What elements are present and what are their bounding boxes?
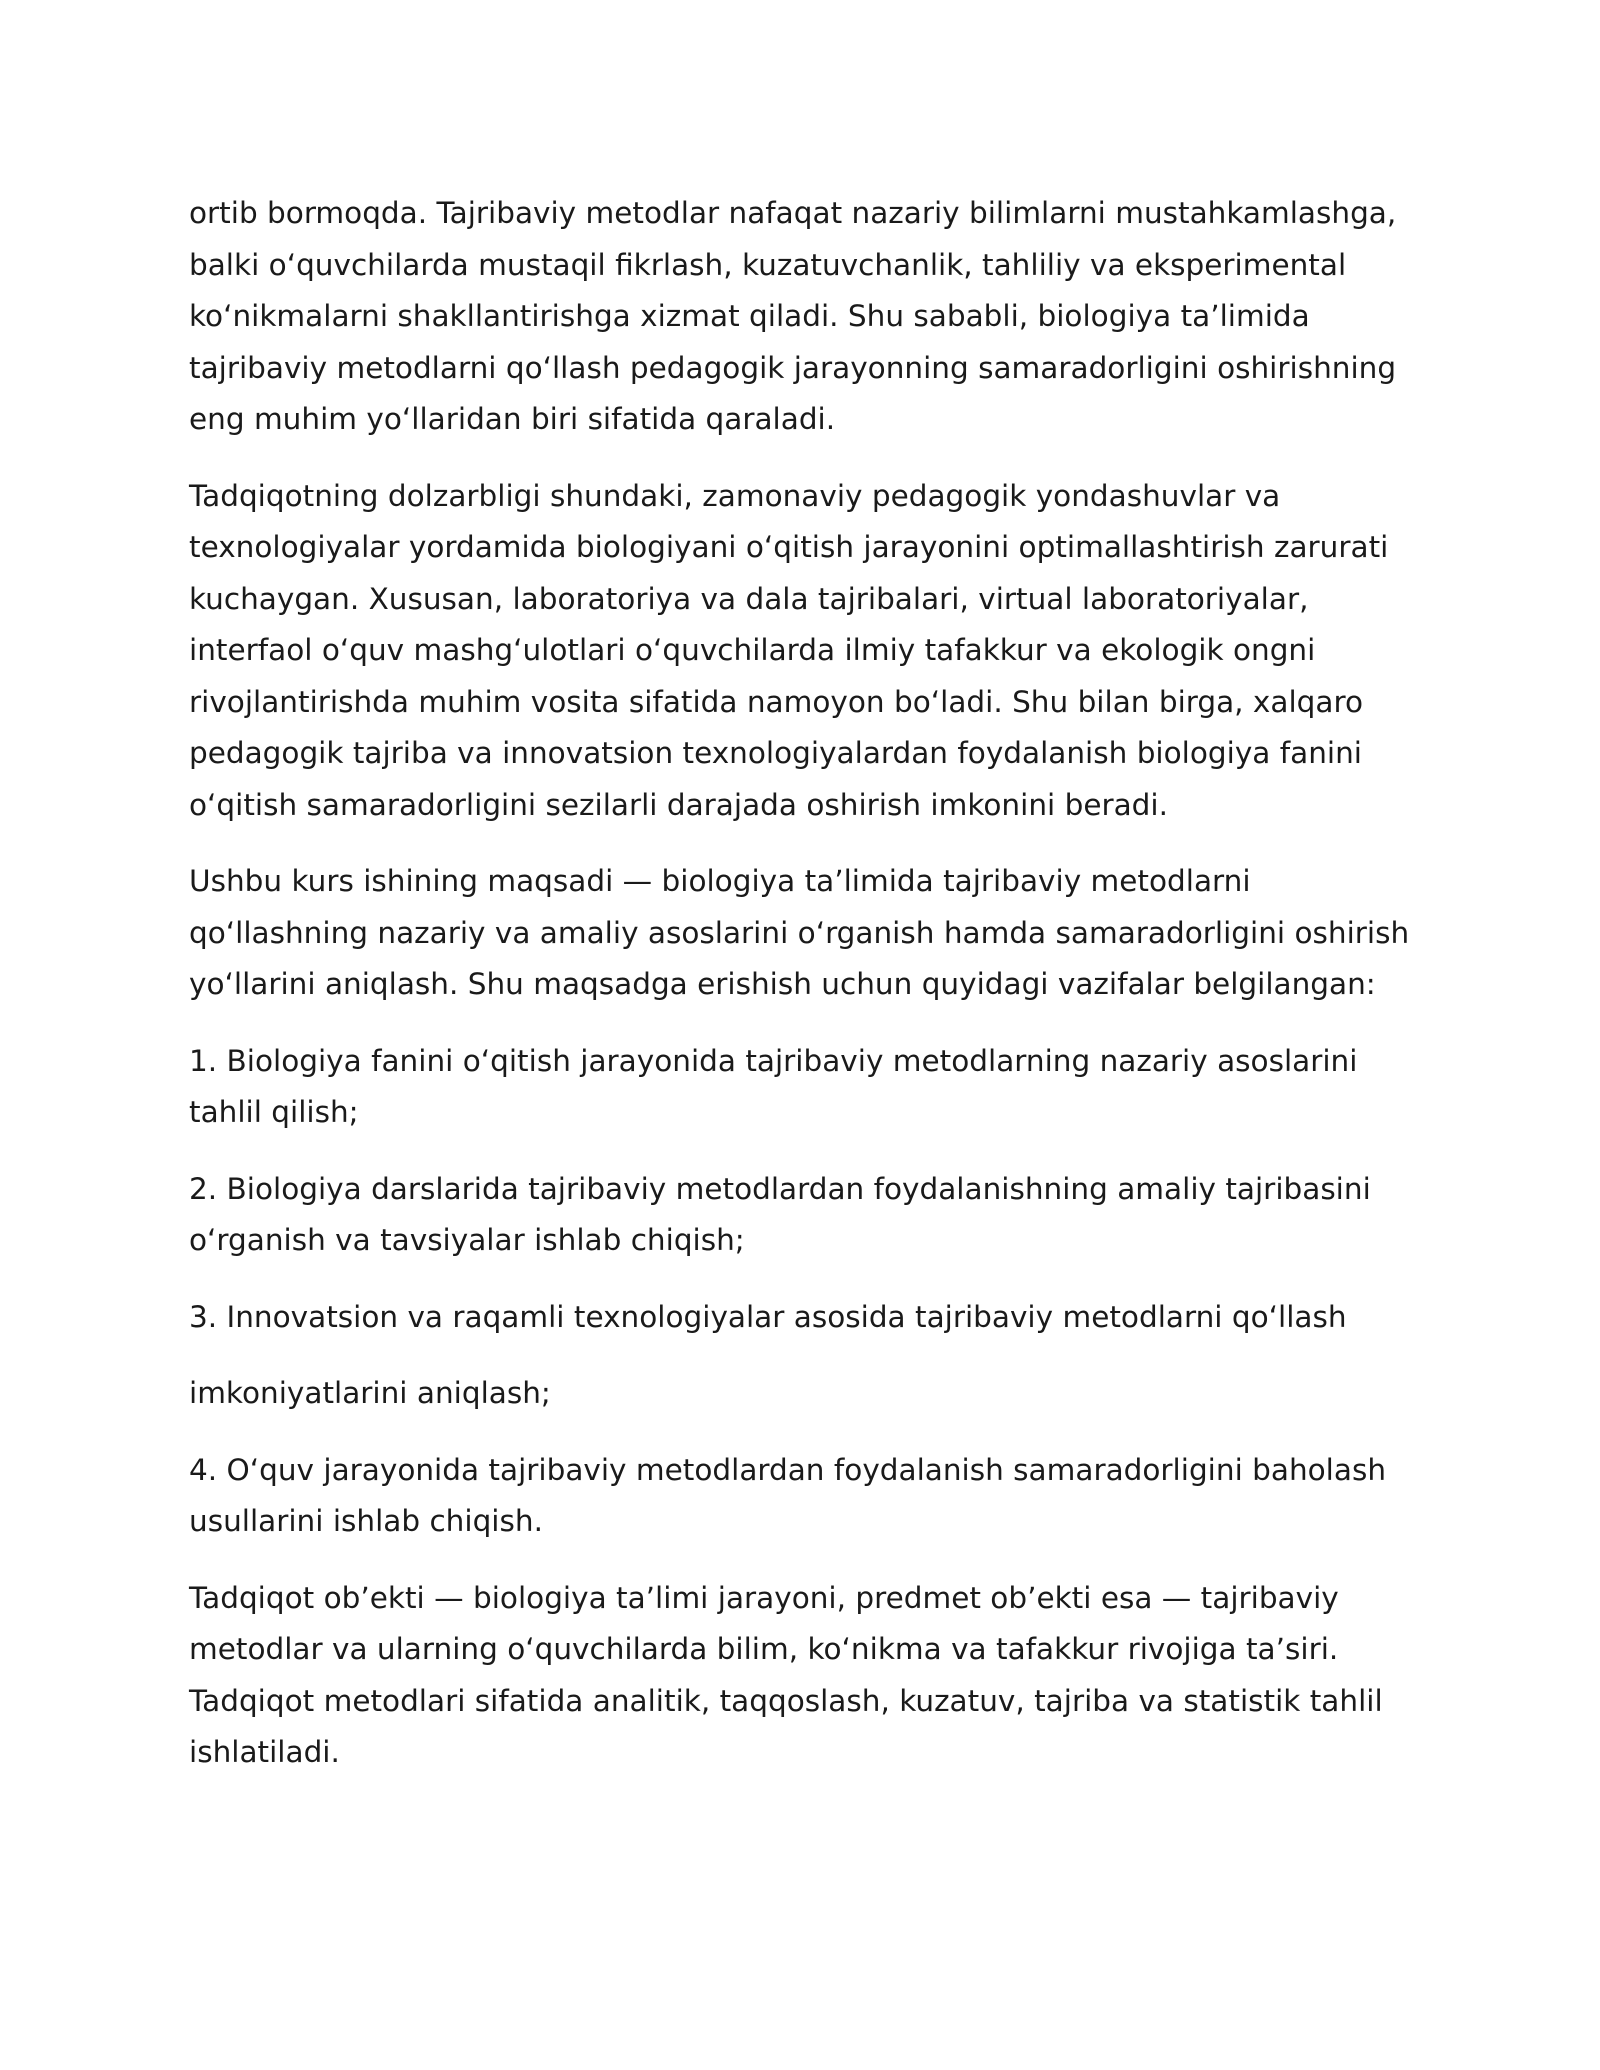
task-item-2: 2. Biologiya darslarida tajribaviy metodlardan foydalanishning amaliy tajribasini oʻrganish va tavsiyalar ishlab chiqish; bbox=[189, 1171, 1371, 1257]
task-item-4: 4. Oʻquv jarayonida tajribaviy metodlardan foydalanish samaradorligini baholash usullarini ishlab chiqish. bbox=[189, 1452, 1387, 1538]
paragraph-object-methods: Tadqiqot ob’ekti — biologiya ta’limi jarayoni, predmet ob’ekti esa — tajribaviy metodlar va ularning oʻquvchilarda bilim, koʻnikma va tafakkur rivojiga ta’siri. Tadqiqot metodlari sifatida analitik, taqqoslash, kuzatuv, tajriba va statistik tahlil ishlatiladi. bbox=[189, 1580, 1383, 1769]
task-item-3-continuation: imkoniyatlarini aniqlash; bbox=[189, 1376, 551, 1410]
task-item-3: 3. Innovatsion va raqamli texnologiyalar asosida tajribaviy metodlarni qoʻllash bbox=[189, 1299, 1347, 1334]
document-body bbox=[189, 188, 1419, 1804]
task-item-1: 1. Biologiya fanini oʻqitish jarayonida tajribaviy metodlarning nazariy asoslarini tahlil qilish; bbox=[189, 1043, 1358, 1129]
paragraph-goal: Ushbu kurs ishining maqsadi — biologiya ta’limida tajribaviy metodlarni qoʻllashning nazariy va amaliy asoslarini oʻrganish hamda samaradorligini oshirish yoʻllarini aniqlash. Shu maqsadga erishish uchun quyidagi vazifalar belgilangan: bbox=[189, 864, 1410, 1001]
paragraph-relevance: Tadqiqotning dolzarbligi shundaki, zamonaviy pedagogik yondashuvlar va texnologiyalar yordamida biologiyani oʻqitish jarayonini optimallashtirish zarurati kuchaygan. Xususan, laboratoriya va dala tajribalari, virtual laboratoriyalar, interfaol oʻquv mashgʻulotlari oʻquvchilarda ilmiy tafakkur va ekologik ongni rivojlantirishda muhim vosita sifatida namoyon boʻladi. Shu bilan birga, xalqaro pedagogik tajriba va innovatsion texnologiyalardan foydalanish biologiya fanini oʻqitish samaradorligini sezilarli darajada oshirish imkonini beradi. bbox=[189, 478, 1389, 822]
paragraph-intro-continuation: ortib bormoqda. Tajribaviy metodlar nafaqat nazariy bilimlarni mustahkamlashga, balki oʻquvchilarda mustaqil fikrlash, kuzatuvchanlik, tahliliy va eksperimental koʻnikmalarni shakllantirishga xizmat qiladi. Shu sababli, biologiya ta’limida tajribaviy metodlarni qoʻllash pedagogik jarayonning samaradorligini oshirishning eng muhim yoʻllaridan biri sifatida qaraladi. bbox=[189, 196, 1397, 436]
